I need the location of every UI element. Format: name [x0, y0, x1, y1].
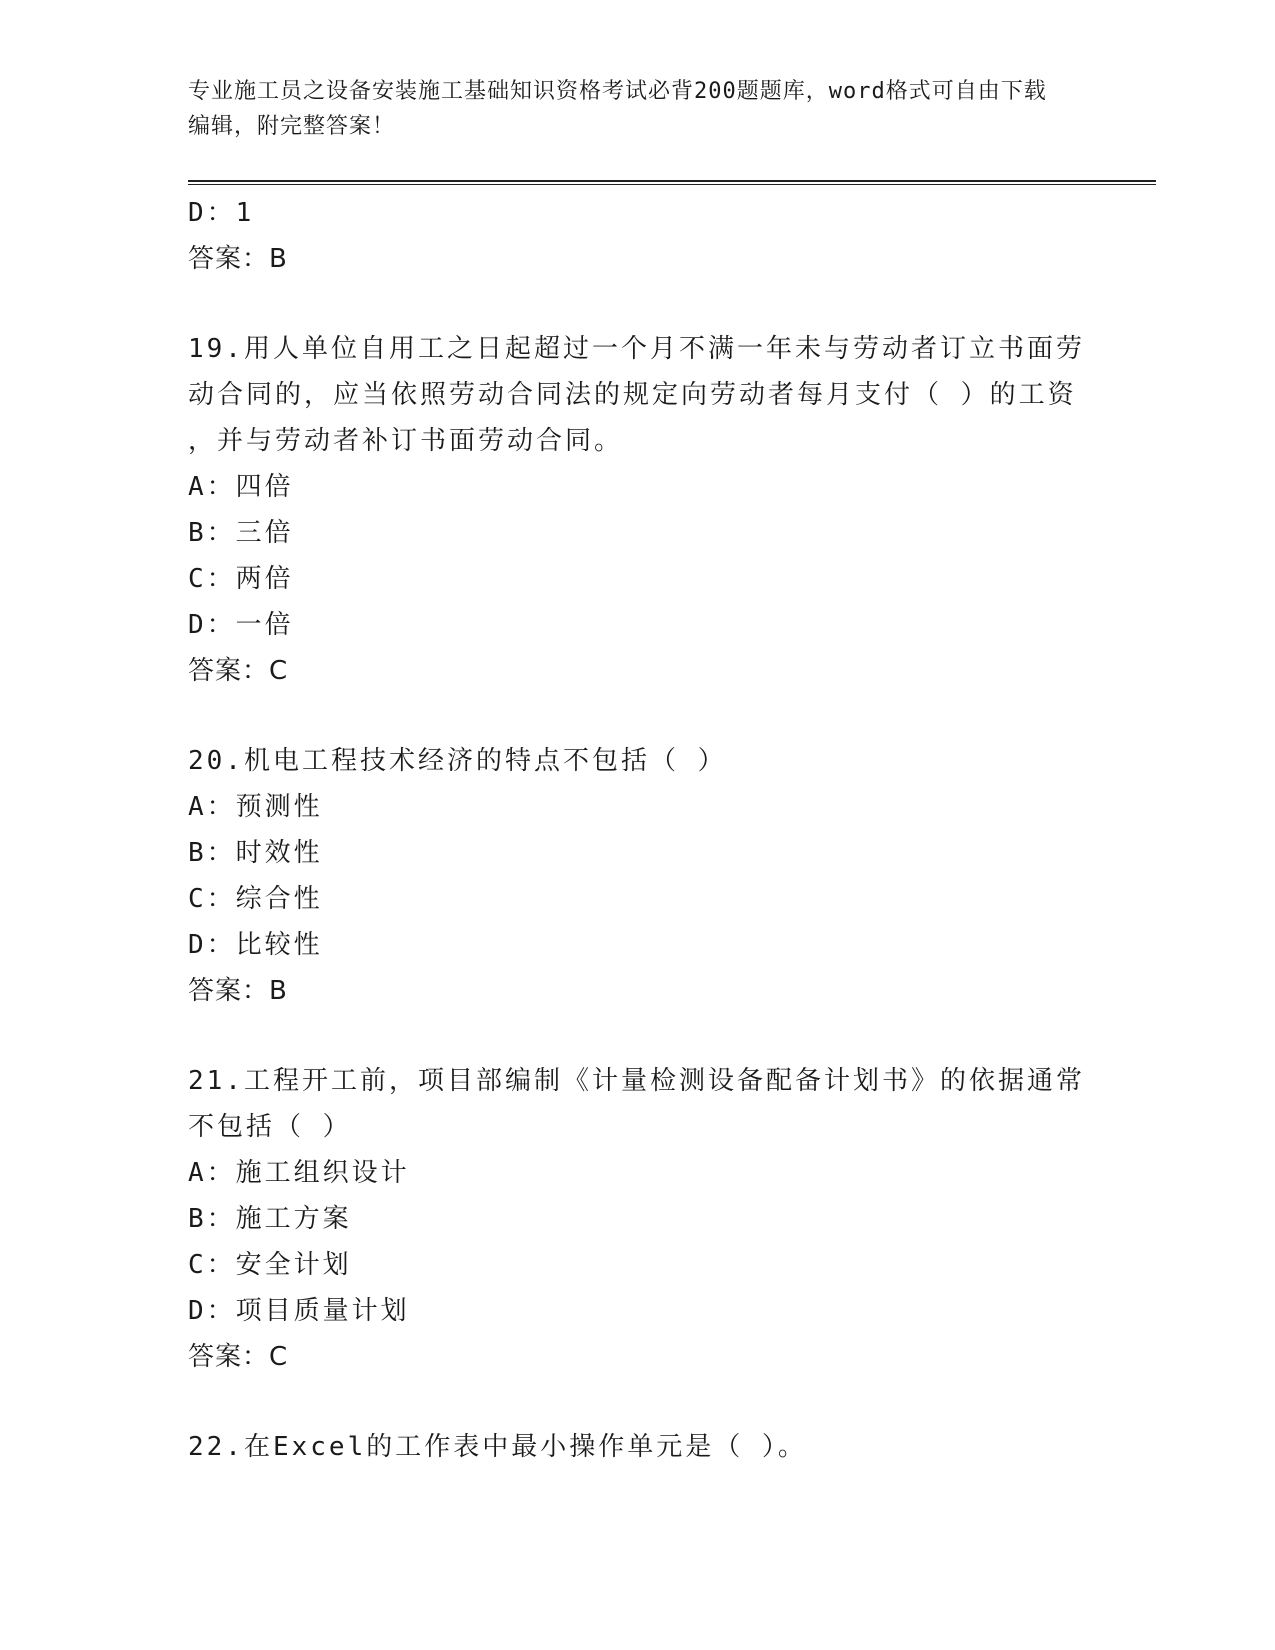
- header-title: 专业施工员之设备安装施工基础知识资格考试必背200题题库，word格式可自由下载编辑，附完整答案！: [188, 79, 1047, 139]
- question-21-text-line1: 21.工程开工前，项目部编制《计量检测设备配备计划书》的依据通常: [188, 1066, 1085, 1096]
- question-21: [188, 1058, 1088, 1380]
- prev-option-d: D：1: [188, 198, 255, 228]
- header-divider: [188, 180, 1156, 185]
- question-19: [188, 326, 1088, 694]
- question-19-answer: 答案：C: [188, 656, 289, 686]
- prev-answer: 答案：B: [188, 244, 288, 274]
- question-20-answer: 答案：B: [188, 976, 288, 1006]
- question-21-answer: 答案：C: [188, 1342, 289, 1372]
- question-22-text-line1: 22.在Excel的工作表中最小操作单元是（ ）。: [188, 1432, 807, 1462]
- question-21-option-d: D：项目质量计划: [188, 1296, 410, 1326]
- question-20-option-b: B：时效性: [188, 838, 323, 868]
- question-21-option-b: B：施工方案: [188, 1204, 352, 1234]
- question-20-text-line1: 20.机电工程技术经济的特点不包括（ ）: [188, 746, 727, 776]
- question-21-text-line2: 不包括（ ）: [188, 1112, 352, 1142]
- question-19-option-a: A：四倍: [188, 472, 294, 502]
- question-20: [188, 738, 1088, 1014]
- question-21-option-c: C：安全计划: [188, 1250, 352, 1280]
- question-19-option-d: D：一倍: [188, 610, 294, 640]
- question-20-option-a: A：预测性: [188, 792, 323, 822]
- question-19-text-line2: 动合同的，应当依照劳动合同法的规定向劳动者每月支付（ ）的工资: [188, 380, 1077, 410]
- question-19-text-line1: 19.用人单位自用工之日起超过一个月不满一年未与劳动者订立书面劳: [188, 334, 1085, 364]
- question-19-option-b: B：三倍: [188, 518, 294, 548]
- question-22: [188, 1424, 1088, 1470]
- question-21-option-a: A：施工组织设计: [188, 1158, 410, 1188]
- question-19-text-line3: ，并与劳动者补订书面劳动合同。: [188, 426, 624, 456]
- question-20-option-c: C：综合性: [188, 884, 323, 914]
- question-20-option-d: D：比较性: [188, 930, 323, 960]
- question-19-option-c: C：两倍: [188, 564, 294, 594]
- document-header: [188, 74, 1068, 144]
- question-list: [188, 190, 1088, 1470]
